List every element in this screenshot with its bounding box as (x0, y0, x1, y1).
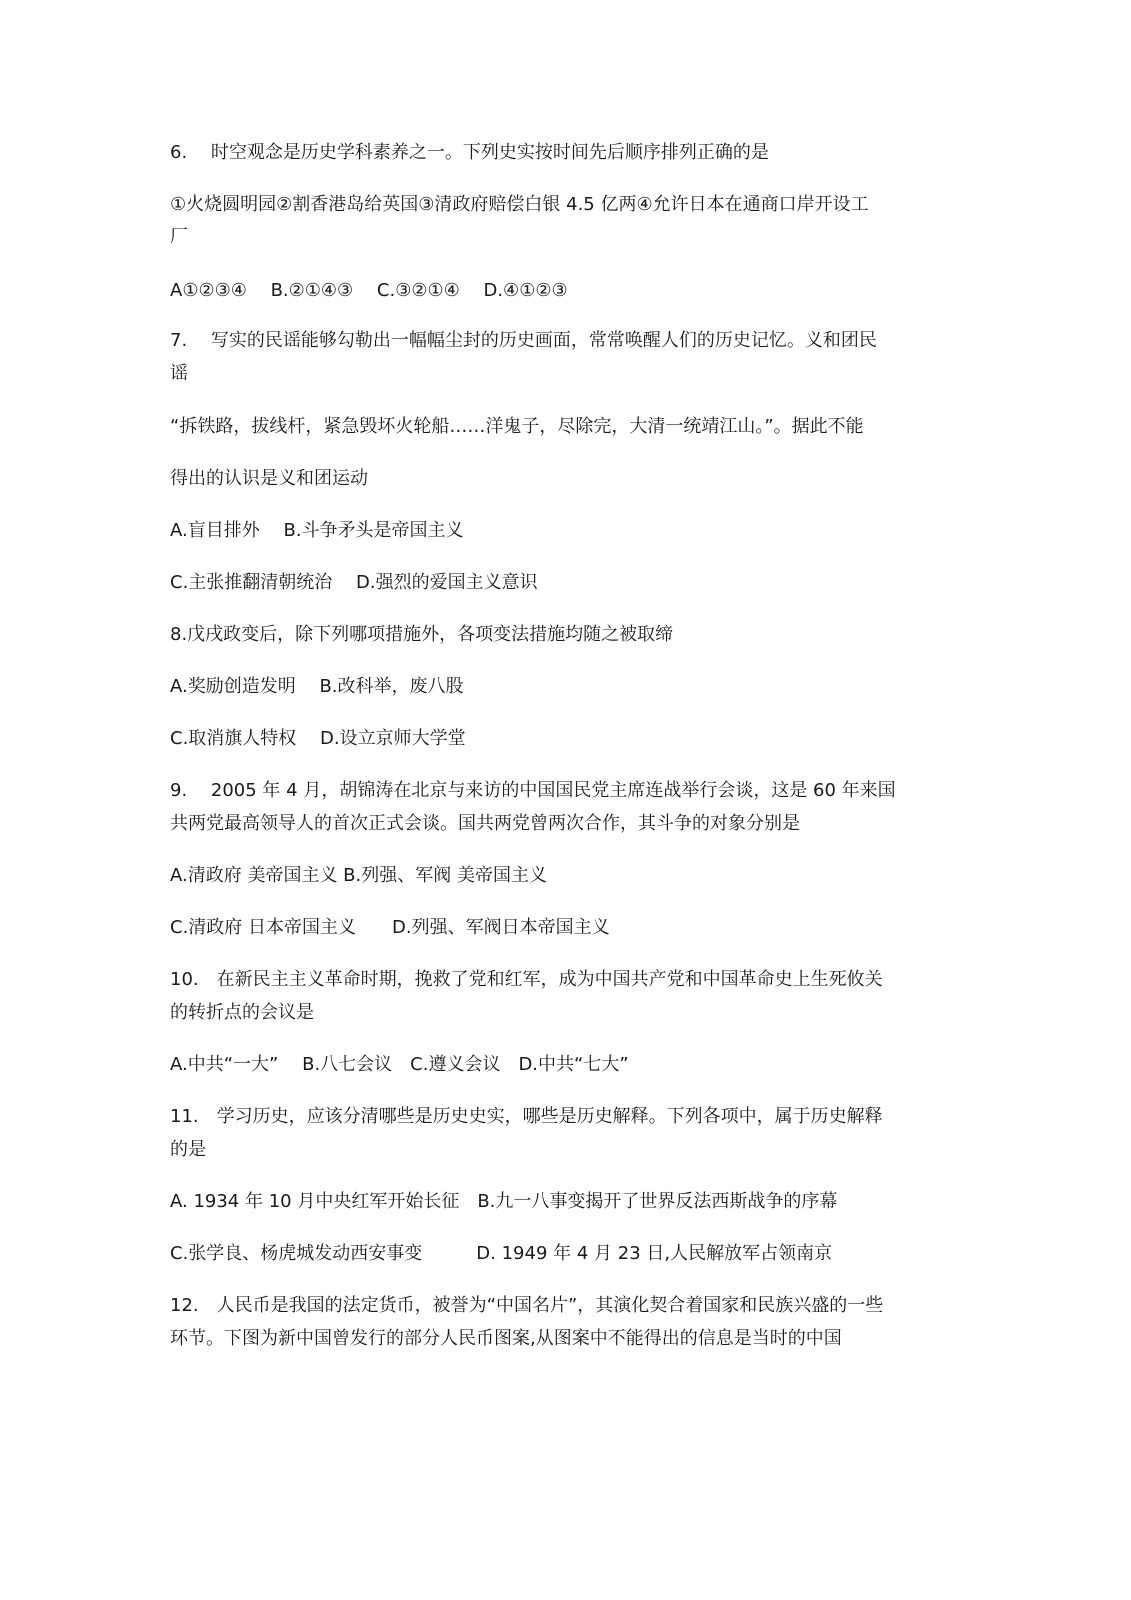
q7-stem-end: 得出的认识是义和团运动 (170, 468, 368, 489)
q7-stem-line2: 谣 (170, 363, 188, 384)
q9-options-cd: C.清政府 日本帝国主义 D.列强、军阀日本帝国主义 (170, 917, 610, 938)
q9-stem-line2: 共两党最高领导人的首次正式会谈。国共两党曾两次合作，其斗争的对象分别是 (170, 813, 800, 834)
q7-stem-line1: 7. 写实的民谣能够勾勒出一幅幅尘封的历史画面，常常唤醒人们的历史记忆。义和团民 (170, 330, 877, 351)
q7-options-ab: A.盲目排外 B.斗争矛头是帝国主义 (170, 520, 464, 541)
q8-options-ab: A.奖励创造发明 B.改科举，废八股 (170, 676, 464, 697)
q10-stem-line1: 10. 在新民主主义革命时期，挽救了党和红军，成为中国共产党和中国革命史上生死攸关 (170, 969, 883, 990)
q6-events-line1: ①火烧圆明园②割香港岛给英国③清政府赔偿白银 4.5 亿两④允许日本在通商口岸开设工 (170, 194, 869, 215)
q9-options-ab: A.清政府 美帝国主义 B.列强、军阀 美帝国主义 (170, 865, 547, 886)
q12-stem-line2: 环节。下图为新中国曾发行的部分人民币图案,从图案中不能得出的信息是当时的中国 (170, 1328, 842, 1349)
q11-options-ab: A. 1934 年 10 月中央红军开始长征 B.九一八事变揭开了世界反法西斯战争的序幕 (170, 1191, 838, 1212)
q6-events-line2: 厂 (170, 226, 188, 247)
q7-options-cd: C.主张推翻清朝统治 D.强烈的爱国主义意识 (170, 572, 538, 593)
q9-stem-line1: 9. 2005 年 4 月，胡锦涛在北京与来访的中国国民党主席连战举行会谈，这是 60 年来国 (170, 780, 896, 801)
q10-options: A.中共“一大” B.八七会议 C.遵义会议 D.中共“七大” (170, 1054, 629, 1075)
q6-options: A①②③④ B.②①④③ C.③②①④ D.④①②③ (170, 280, 568, 301)
q6-stem: 6. 时空观念是历史学科素养之一。下列史实按时间先后顺序排列正确的是 (170, 142, 769, 163)
q10-stem-line2: 的转折点的会议是 (170, 1002, 314, 1023)
q8-stem: 8.戊戌政变后，除下列哪项措施外，各项变法措施均随之被取缔 (170, 624, 674, 645)
q8-options-cd: C.取消旗人特权 D.设立京师大学堂 (170, 728, 466, 749)
q11-options-cd: C.张学良、杨虎城发动西安事变 D. 1949 年 4 月 23 日,人民解放军占领南京 (170, 1243, 833, 1264)
q12-stem-line1: 12. 人民币是我国的法定货币，被誉为“中国名片”，其演化契合着国家和民族兴盛的一些 (170, 1295, 884, 1316)
q11-stem-line2: 的是 (170, 1139, 206, 1160)
q7-quote: “拆铁路，拔线杆，紧急毁坏火轮船……洋鬼子，尽除完，大清一统靖江山。”。据此不能 (170, 416, 864, 437)
q11-stem-line1: 11. 学习历史，应该分清哪些是历史史实，哪些是历史解释。下列各项中，属于历史解释 (170, 1106, 883, 1127)
